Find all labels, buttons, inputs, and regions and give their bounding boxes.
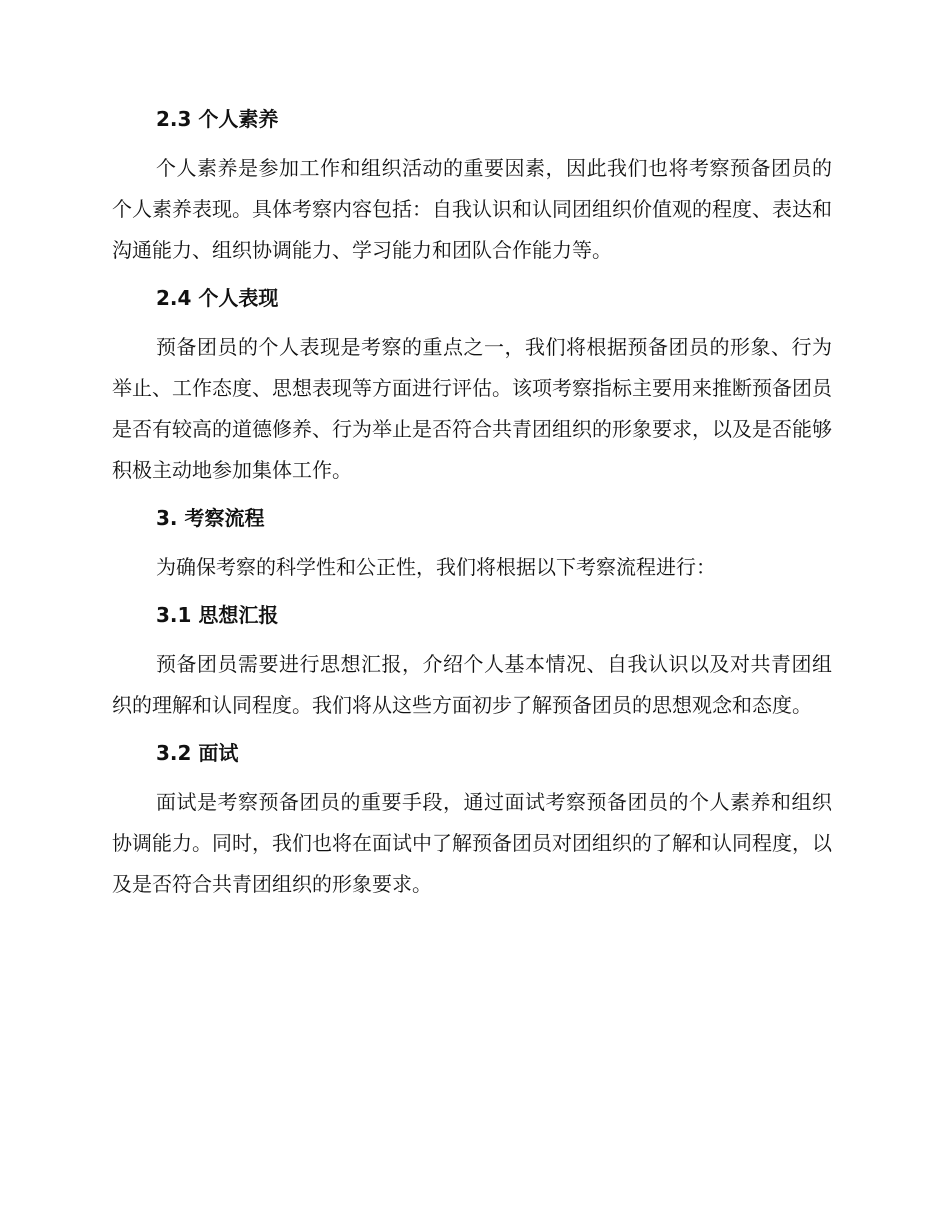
- section-heading: 3.2 面试: [156, 741, 239, 765]
- section-heading: 3.1 思想汇报: [156, 603, 279, 627]
- section-paragraph: 面试是考察预备团员的重要手段，通过面试考察预备团员的个人素养和组织协调能力。同时，我们也将在面试中了解预备团员对团组织的了解和认同程度，以及是否符合共青团组织的形象要求。: [112, 790, 832, 896]
- section-heading: 3. 考察流程: [156, 506, 265, 530]
- section-paragraph: 预备团员的个人表现是考察的重点之一，我们将根据预备团员的形象、行为举止、工作态度、思想表现等方面进行评估。该项考察指标主要用来推断预备团员是否有较高的道德修养、行为举止是否符合共青团组织的形象要求，以及是否能够积极主动地参加集体工作。: [112, 335, 832, 482]
- section-heading: 2.4 个人表现: [156, 286, 279, 310]
- section-paragraph: 预备团员需要进行思想汇报，介绍个人基本情况、自我认识以及对共青团组织的理解和认同程度。我们将从这些方面初步了解预备团员的思想观念和态度。: [112, 652, 832, 717]
- section-3-1: [112, 600, 832, 726]
- section-paragraph: 为确保考察的科学性和公正性，我们将根据以下考察流程进行：: [156, 555, 716, 579]
- section-heading: 2.3 个人素养: [156, 107, 279, 131]
- document-page: [112, 104, 832, 917]
- section-3-2: [112, 738, 832, 905]
- section-3: [112, 503, 832, 588]
- section-2-3: [112, 104, 832, 271]
- section-2-4: [112, 283, 832, 491]
- section-paragraph: 个人素养是参加工作和组织活动的重要因素，因此我们也将考察预备团员的个人素养表现。具体考察内容包括：自我认识和认同团组织价值观的程度、表达和沟通能力、组织协调能力、学习能力和团队合作能力等。: [112, 156, 832, 262]
